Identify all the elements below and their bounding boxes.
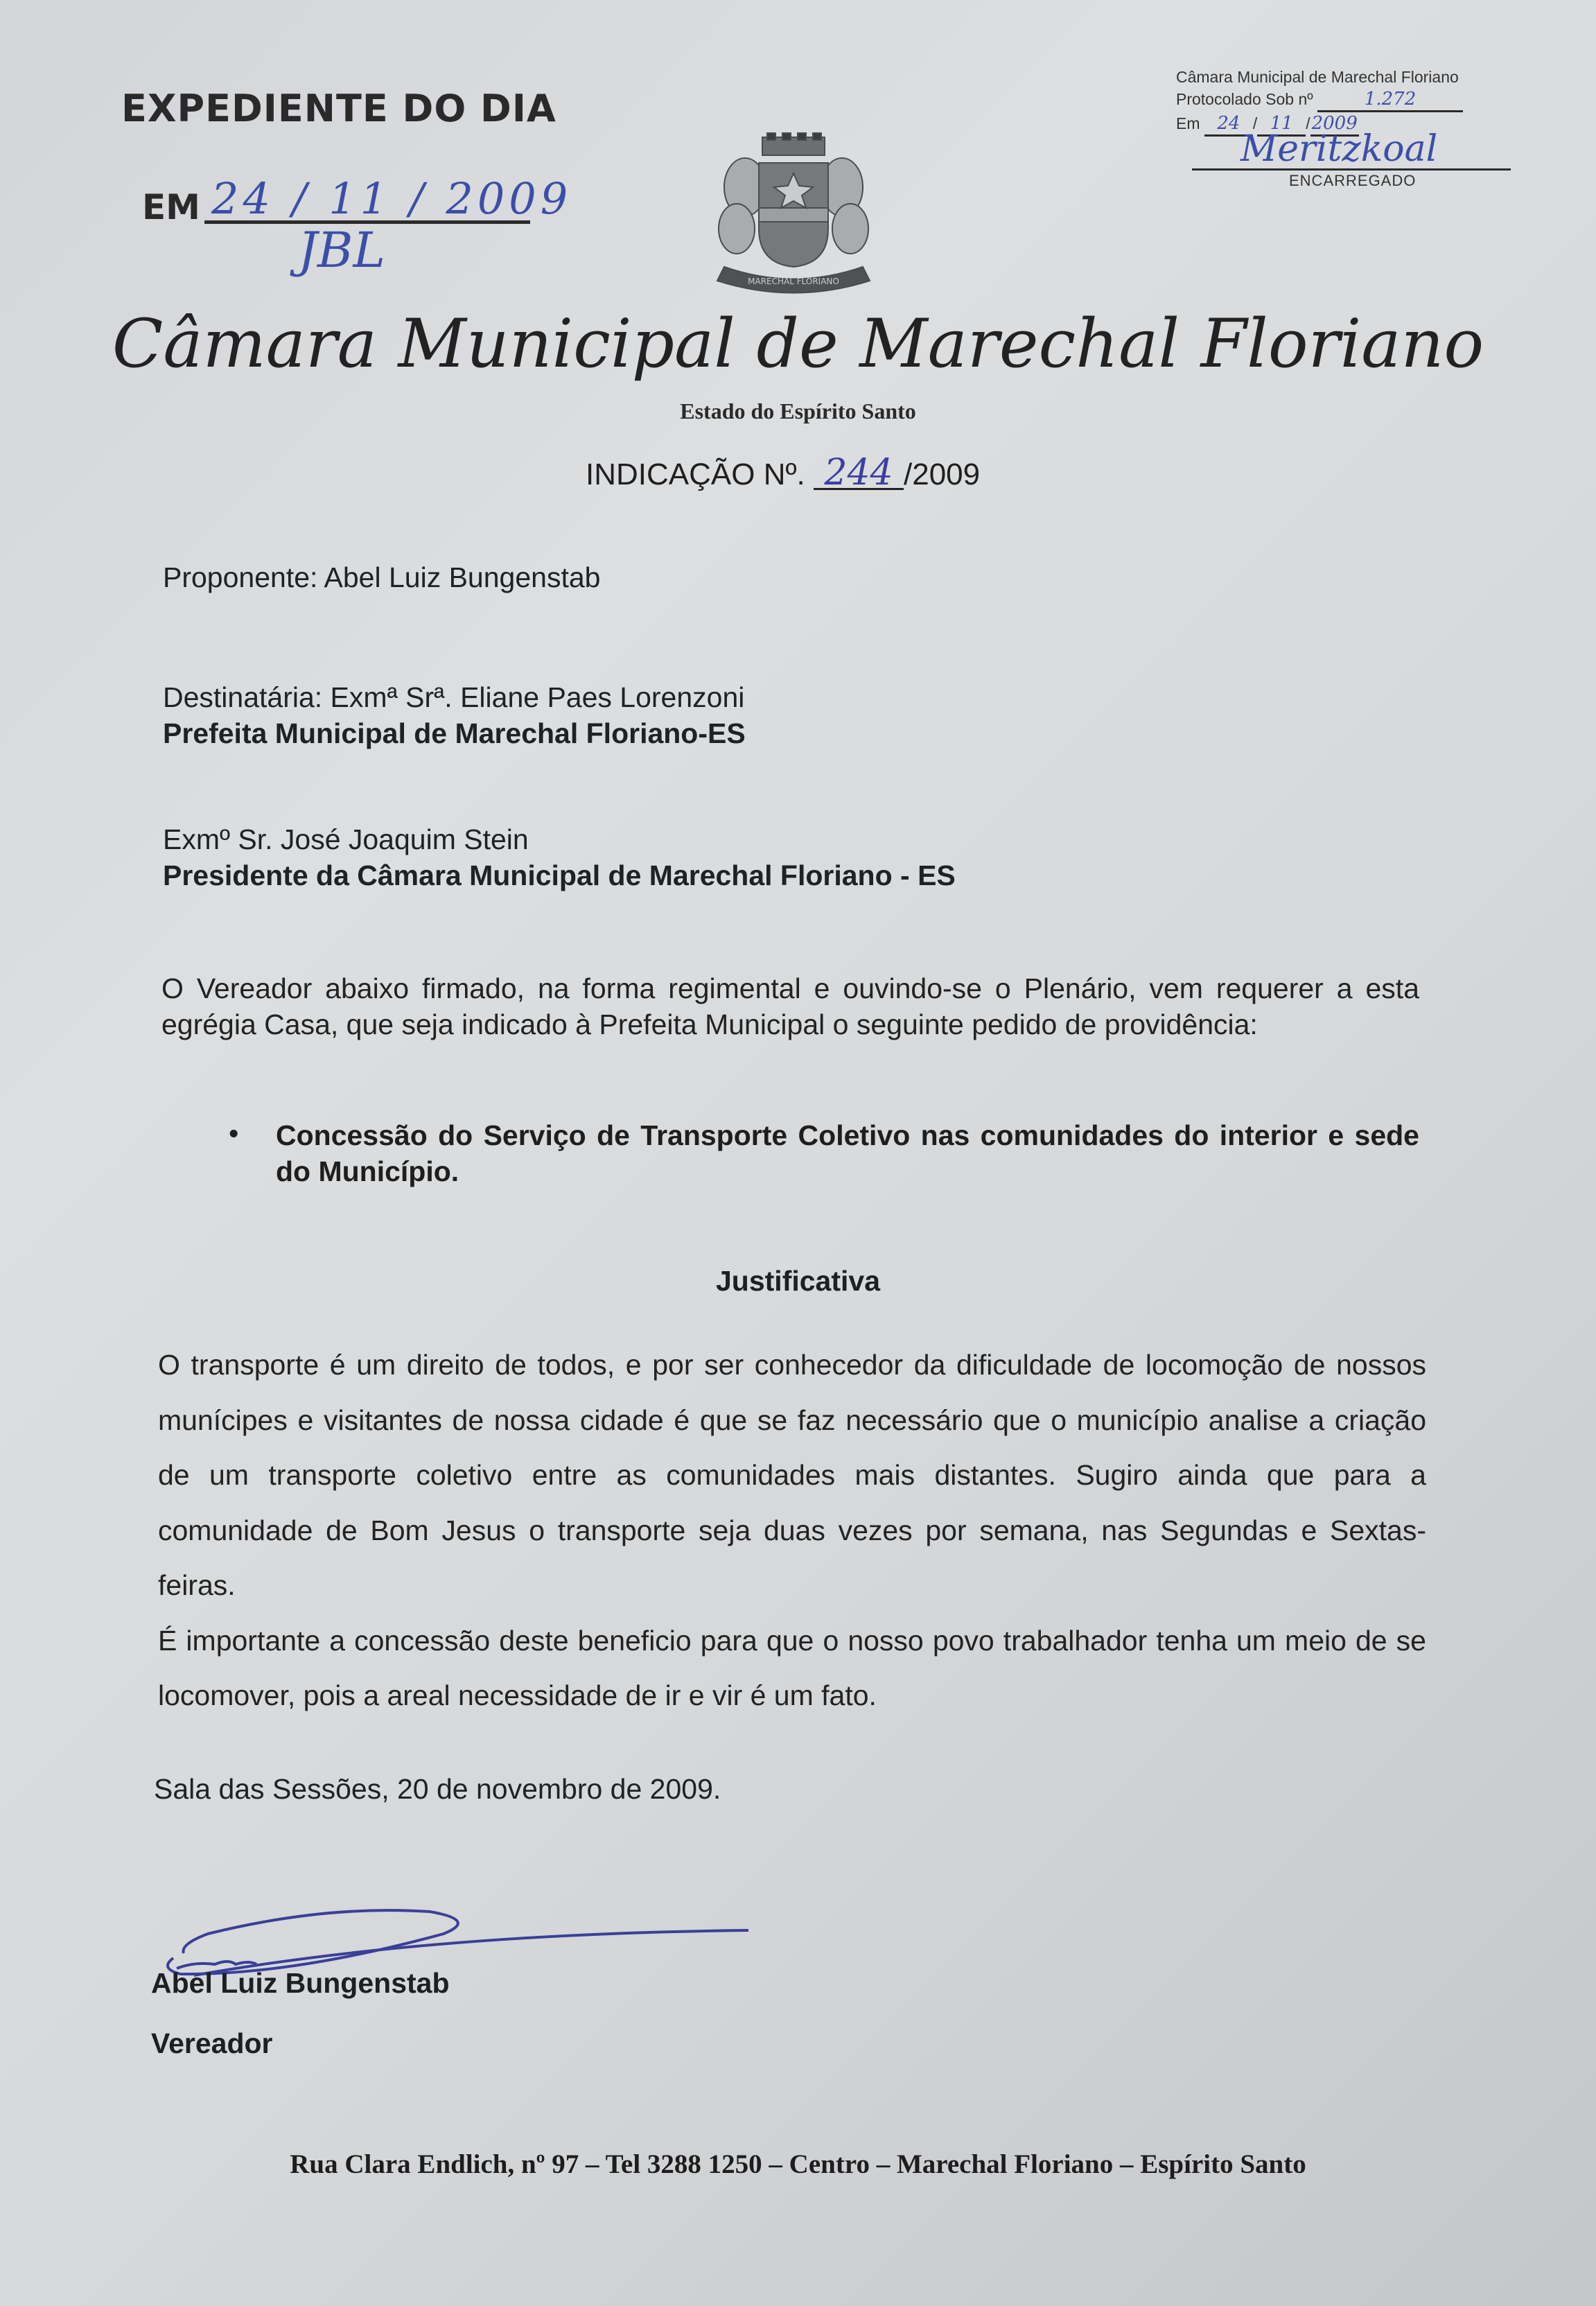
expediente-handwritten-initials: JBL — [298, 222, 385, 279]
bullet-item: Concessão do Serviço de Transporte Coletivo nas comunidades do interior e sede do Município. — [276, 1119, 1419, 1187]
signer-role: Vereador — [151, 2027, 273, 2059]
bullet-icon: • — [229, 1117, 239, 1149]
protocol-number-value: 1.272 — [1317, 88, 1463, 112]
protocol-handwritten-signature: Meritzkoal — [1240, 128, 1438, 170]
crest-text: MARECHAL FLORIANO — [748, 277, 839, 286]
protocol-date-month: 11 — [1257, 112, 1306, 137]
destinataria-title: Prefeita Municipal de Marechal Floriano-ES — [163, 717, 746, 749]
protocol-stamp — [1176, 66, 1463, 137]
protocol-date-row: Em 24 / 11 /2009 — [1176, 112, 1463, 137]
protocol-date-year: 2009 — [1310, 112, 1359, 137]
protocol-signature-line — [1192, 168, 1511, 171]
indicacao-year: /2009 — [904, 457, 981, 491]
presidente-title: Presidente da Câmara Municipal de Marechal Floriano - ES — [163, 859, 956, 891]
request-paragraph: O Vereador abaixo firmado, na forma regimental e ouvindo-se o Plenário, vem requerer a esta egrégia Casa, que seja indicado à Prefeita Municipal o seguinte pedido de providência: — [161, 972, 1419, 1040]
presidente-block — [163, 821, 956, 893]
institution-title: Câmara Municipal de Marechal Floriano — [112, 305, 1484, 383]
protocol-date-day: 24 — [1204, 112, 1253, 137]
protocol-stamp-institution: Câmara Municipal de Marechal Floriano — [1176, 68, 1459, 86]
proponente: Proponente: Abel Luiz Bungenstab — [163, 561, 601, 593]
indicacao-label: INDICAÇÃO Nº. — [586, 457, 805, 491]
protocol-number-row — [1176, 88, 1463, 112]
protocol-date-label: Em — [1176, 114, 1200, 132]
closing-line: Sala das Sessões, 20 de novembro de 2009. — [154, 1773, 721, 1805]
expediente-handwritten-date: 24 / 11 / 2009 — [211, 173, 572, 224]
coat-of-arms-icon — [710, 132, 877, 302]
protocol-number-label: Protocolado Sob nº — [1176, 90, 1313, 108]
signer-name: Abel Luiz Bungenstab — [151, 1967, 450, 1999]
justificativa-paragraph-2: É importante a concessão deste beneficio para que o nosso povo trabalhador tenha um meio de se locomover, pois a areal necessidade de ir e vir é um fato. — [158, 1624, 1426, 1711]
justificativa-title: Justificativa — [716, 1265, 880, 1297]
justificativa-body — [158, 1338, 1426, 1724]
footer-address: Rua Clara Endlich, nº 97 – Tel 3288 1250 – Centro – Marechal Floriano – Espírito Santo — [290, 2149, 1306, 2179]
expediente-em-label: EM — [142, 187, 200, 227]
state-subtitle: Estado do Espírito Santo — [680, 399, 916, 423]
indicacao-number: 244 — [814, 457, 904, 490]
destinataria-name: Destinatária: Exmª Srª. Eliane Paes Lorenzoni — [163, 681, 745, 713]
justificativa-paragraph-1: O transporte é um direito de todos, e por ser conhecedor da dificuldade de locomoção de nossos munícipes e visitantes de nossa cidade é que se faz necessário que o município analise a criação de um transporte coletivo entre as comunidades mais distantes. Sugiro ainda que para a comunidade de Bom Jesus o transporte seja duas vezes por semana, nas Segundas e Sextas-feiras. — [158, 1349, 1426, 1601]
encarregado-label: ENCARREGADO — [1289, 172, 1417, 189]
presidente-name: Exmº Sr. José Joaquim Stein — [163, 823, 529, 855]
indicacao-heading — [586, 452, 981, 493]
destinataria-block — [163, 679, 746, 751]
expediente-stamp-title: EXPEDIENTE DO DIA — [121, 87, 556, 130]
